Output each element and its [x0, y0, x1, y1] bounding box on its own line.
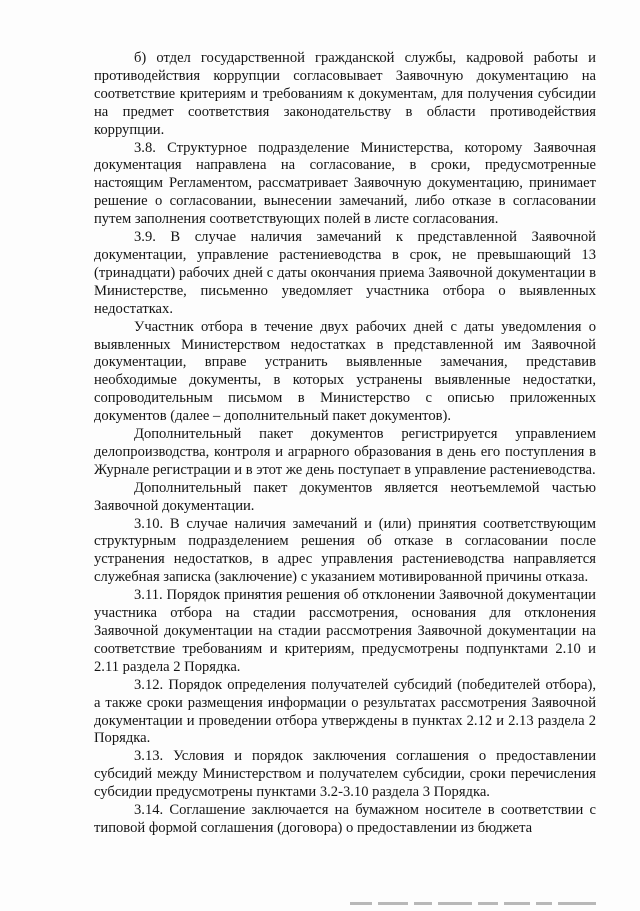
paragraph-additional-package-registration: Дополнительный пакет документов регистрируется управлением делопроизводства, контроля и аграрного образования в день его поступления в Журнале регистрации и в этот же день поступает в управление растениеводства. — [94, 426, 596, 478]
paragraph-additional-package-integral: Дополнительный пакет документов является неотъемлемой частью Заявочной документации. — [94, 479, 596, 514]
paragraph-3-11: 3.11. Порядок принятия решения об отклонении Заявочной документации участника отбора на стадии рассмотрения, основания для отклонения Заявочной документации на стадии рассмотрения Заявочной документации на соответствие требованиям и критериям, предусмотрены подпунктами 2.10 и 2.11 раздела 2 Порядка. — [94, 587, 596, 675]
paragraph-b-anticorruption: б) отдел государственной гражданской службы, кадровой работы и противодействия коррупции согласовывает Заявочную документацию на соответствие критериям и требованиям к документам, для получения субсидии на предмет соответствия законодательству в области противодействия коррупции. — [94, 50, 596, 138]
paragraph-3-10: 3.10. В случае наличия замечаний и (или) принятия соответствующим структурным подразделением решения об отказе в согласовании после устранения недостатков, в адрес управления растениеводства направляется служебная записка (заключение) с указанием мотивированной причины отказа. — [94, 515, 596, 586]
paragraph-3-12: 3.12. Порядок определения получателей субсидий (победителей отбора), а также сроки размещения информации о результатах рассмотрения Заявочной документации и проведении отбора утверждены в пунктах 2.12 и 2.13 раздела 2 Порядка. — [94, 676, 596, 747]
paragraph-3-14: 3.14. Соглашение заключается на бумажном носителе в соответствии с типовой формой соглашения (договора) о предоставлении из бюджета — [94, 802, 596, 836]
cut-off-text-line — [350, 902, 620, 906]
paragraph-3-9: 3.9. В случае наличия замечаний к представленной Заявочной документации, управление растениеводства в срок, не превышающий 13 (тринадцати) рабочих дней с даты окончания приема Заявочной документации в Министерстве, письменно уведомляет участника отбора о выявленных недостатках. — [94, 229, 596, 317]
document-body — [94, 50, 596, 838]
paragraph-3-8: 3.8. Структурное подразделение Министерства, которому Заявочная документация направлена на согласование, в сроки, предусмотренные настоящим Регламентом, рассматривает Заявочную документацию, принимает решение о согласовании, вынесении замечаний, либо отказе в согласовании путем заполнения соответствующих полей в листе согласования. — [94, 139, 596, 228]
paragraph-participant-correction: Участник отбора в течение двух рабочих дней с даты уведомления о выявленных Министерством недостатках в представленной им Заявочной документации, вправе устранить выявленные замечания, представив необходимые документы, в которых устранены выявленные недостатки, сопроводительным письмом в Министерство с описью приложенных документов (далее – дополнительный пакет документов). — [94, 318, 596, 425]
paragraph-3-13: 3.13. Условия и порядок заключения соглашения о предоставлении субсидий между Министерством и получателем субсидии, сроки перечисления субсидии предусмотрены пунктами 3.2-3.10 раздела 3 Порядка. — [94, 748, 596, 801]
